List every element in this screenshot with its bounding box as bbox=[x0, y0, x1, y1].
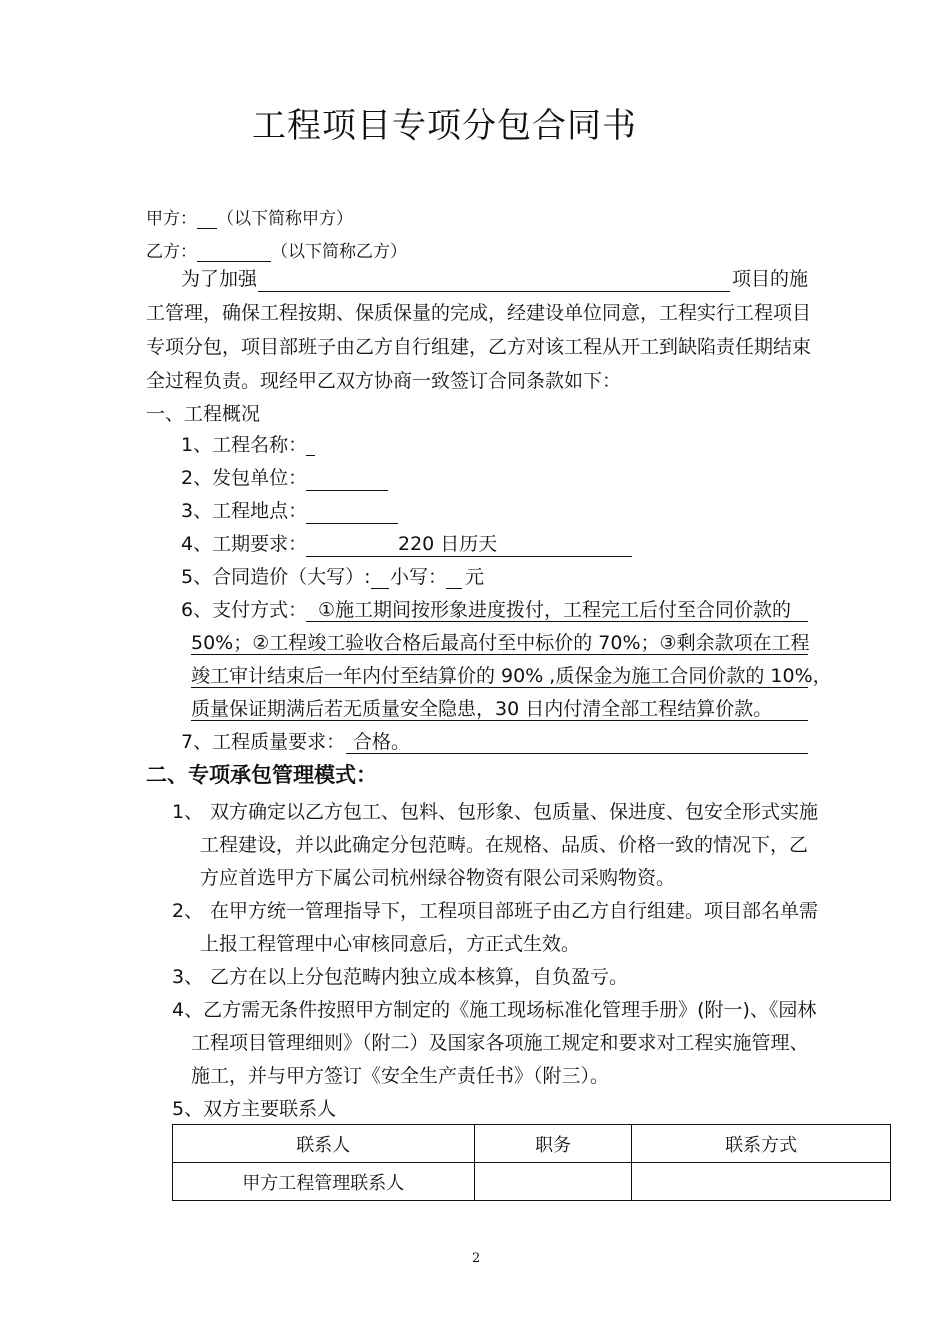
duration-field-line bbox=[306, 556, 632, 557]
clause-line: 工程建设，并以此确定分包范畴。在规格、品质、价格一致的情况下，乙 bbox=[200, 834, 809, 856]
clause-number: 1、 bbox=[172, 801, 204, 823]
clause-line: 4、乙方需无条件按照甲方制定的《施工现场标准化管理手册》(附一)、《园林 bbox=[172, 999, 817, 1021]
party-b-blank bbox=[197, 243, 271, 262]
section-1-heading: 一、工程概况 bbox=[146, 403, 261, 425]
contacts-heading: 5、双方主要联系人 bbox=[172, 1098, 337, 1120]
quality-value: 合格。 bbox=[353, 731, 411, 753]
location-label: 3、工程地点： bbox=[181, 500, 308, 522]
clause-line: 上报工程管理中心审核同意后，方正式生效。 bbox=[200, 933, 581, 955]
table-header-row bbox=[173, 1125, 891, 1163]
contacts-table bbox=[172, 1124, 891, 1201]
clause-line: 双方确定以乙方包工、包料、包形象、包质量、保进度、包安全形式实施 bbox=[210, 801, 819, 823]
party-b-label: 乙方： bbox=[146, 242, 197, 262]
payment-line: 质量保证期满后若无质量安全隐患，30 日内付清全部工程结算价款。 bbox=[191, 698, 773, 720]
party-b-note: （以下简称乙方） bbox=[271, 242, 407, 262]
party-a-note: （以下简称甲方） bbox=[217, 209, 353, 229]
page-number: 2 bbox=[472, 1251, 481, 1266]
clause-line: 方应首选甲方下属公司杭州绿谷物资有限公司采购物资。 bbox=[200, 867, 676, 889]
header-cell-position: 职务 bbox=[474, 1125, 632, 1163]
duration-value: 220 日历天 bbox=[398, 533, 498, 555]
payment-line: 50%；②工程竣工验收合格后最高付至中标价的 70%；③剩余款项在工程 bbox=[191, 632, 810, 654]
project-name-label: 1、工程名称： bbox=[181, 434, 308, 456]
contract-price-label: 5、合同造价（大写）: bbox=[181, 566, 371, 588]
price-small-blank bbox=[446, 588, 462, 589]
quality-underline bbox=[346, 753, 808, 754]
table-row bbox=[173, 1163, 891, 1201]
clause-number: 2、 bbox=[172, 900, 204, 922]
intro-line: 工管理，确保工程按期、保质保量的完成，经建设单位同意，工程实行工程项目 bbox=[146, 302, 812, 324]
party-a-blank bbox=[197, 210, 217, 229]
clause-line: 施工，并与甲方签订《安全生产责任书》（附三）。 bbox=[191, 1065, 610, 1087]
quality-label: 7、工程质量要求： bbox=[181, 731, 346, 753]
project-name-field-line bbox=[306, 455, 315, 456]
table-cell bbox=[474, 1163, 632, 1201]
payment-underline bbox=[191, 654, 808, 655]
clause-line: 乙方在以上分包范畴内独立成本核算，自负盈亏。 bbox=[210, 966, 629, 988]
intro-start: 为了加强 bbox=[181, 268, 258, 290]
payment-label: 6、支付方式： bbox=[181, 599, 308, 621]
clause-line: 在甲方统一管理指导下，工程项目部班子由乙方自行组建。项目部名单需 bbox=[210, 900, 819, 922]
price-capital-blank bbox=[371, 588, 389, 589]
payment-underline bbox=[306, 621, 808, 622]
party-b-line bbox=[146, 237, 407, 262]
document-title: 工程项目专项分包合同书 bbox=[252, 106, 637, 146]
price-small-label: 小写： bbox=[390, 566, 448, 588]
price-unit: 元 bbox=[465, 566, 485, 588]
intro-end: 项目的施 bbox=[732, 268, 809, 290]
duration-label: 4、工期要求： bbox=[181, 533, 308, 555]
header-cell-contact-info: 联系方式 bbox=[632, 1125, 891, 1163]
table-cell bbox=[632, 1163, 891, 1201]
party-a-label: 甲方： bbox=[146, 209, 197, 229]
intro-line: 专项分包，项目部班子由乙方自行组建，乙方对该工程从开工到缺陷责任期结束 bbox=[146, 336, 812, 358]
payment-line: ①施工期间按形象进度拨付，工程完工后付至合同价款的 bbox=[318, 599, 792, 621]
employer-label: 2、发包单位： bbox=[181, 467, 308, 489]
payment-line: 竣工审计结束后一年内付至结算价的 90% ,质保金为施工合同价款的 10%， bbox=[191, 665, 832, 687]
header-cell-contact: 联系人 bbox=[173, 1125, 475, 1163]
party-a-line bbox=[146, 204, 353, 229]
project-name-blank bbox=[258, 291, 730, 292]
section-2-heading: 二、专项承包管理模式： bbox=[146, 763, 377, 787]
payment-underline bbox=[191, 720, 808, 721]
employer-field-line bbox=[306, 490, 388, 491]
clause-line: 工程项目管理细则》（附二）及国家各项施工规定和要求对工程实施管理、 bbox=[191, 1032, 809, 1054]
location-field-line bbox=[306, 523, 398, 524]
clause-number: 3、 bbox=[172, 966, 204, 988]
payment-underline bbox=[191, 687, 808, 688]
intro-line: 全过程负责。现经甲乙双方协商一致签订合同条款如下： bbox=[146, 370, 622, 392]
table-cell: 甲方工程管理联系人 bbox=[173, 1163, 475, 1201]
